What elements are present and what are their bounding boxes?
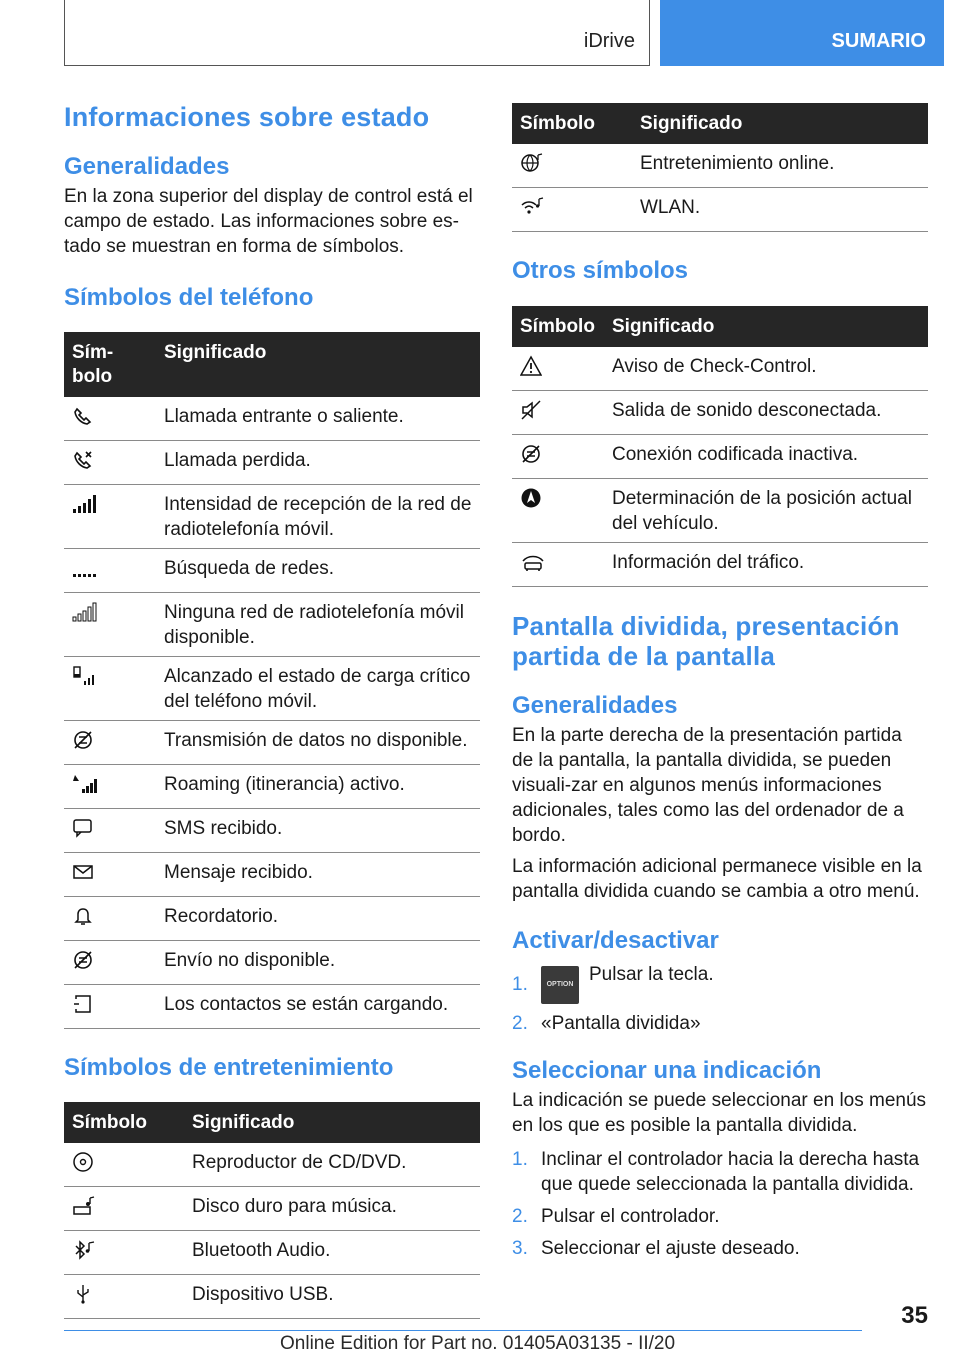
online-entertainment-icon: [520, 152, 542, 174]
step-number: 2.: [512, 1206, 528, 1227]
signal-strength-icon: [72, 493, 94, 515]
row-text: Roaming (itinerancia) activo.: [156, 765, 480, 809]
roaming-icon: [72, 773, 94, 795]
table-header: [512, 306, 928, 347]
col-symbol: Símbolo: [512, 306, 604, 347]
traffic-info-icon: [520, 551, 542, 573]
row-text: Reproductor de CD/DVD.: [184, 1143, 480, 1187]
row-text: Determinación de la posición actual del vehículo.: [604, 479, 928, 543]
step-number: 1.: [512, 1149, 528, 1170]
split-text-1: En la parte derecha de la presentación partida de la pantalla, la pantalla dividida, se pueden visuali‐zar en algunos menús informaciones adicionales, tales como las del ordenador de a bordo.: [512, 725, 904, 846]
sms-icon: [72, 817, 94, 839]
table-row: [64, 853, 480, 897]
entertainment-symbols-heading: Símbolos de entretenimiento: [64, 1054, 394, 1081]
table-row: [64, 1187, 480, 1231]
send-unavailable-icon: [72, 949, 94, 971]
general-heading: Generalidades: [64, 153, 230, 180]
col-meaning: Significado: [156, 332, 480, 397]
table-row: [64, 985, 480, 1029]
row-text: Llamada perdida.: [156, 441, 480, 485]
entertainment-symbols-table: [64, 1102, 480, 1319]
select-steps: [512, 1147, 928, 1261]
table-row: [512, 435, 928, 479]
select-heading: Seleccionar una indicación: [512, 1057, 822, 1084]
split-text-2: La información adicional permanece visible en la pantalla dividida cuando se cambia a otro menú.: [512, 856, 922, 902]
left-column: [64, 100, 480, 1319]
table-row: [64, 549, 480, 593]
table-header: [64, 332, 480, 397]
table-row: [512, 543, 928, 587]
battery-low-icon: [72, 665, 94, 687]
table-row: [512, 479, 928, 543]
table-header: [512, 103, 928, 144]
row-text: Alcanzado el estado de carga crítico del teléfono móvil.: [156, 657, 480, 721]
other-symbols-table: [512, 306, 928, 587]
footer-edition: Online Edition for Part no. 01405A03135 - II/20: [280, 1333, 676, 1354]
phone-symbols-table: [64, 332, 480, 1029]
list-item: [512, 1236, 928, 1261]
table-row: [64, 721, 480, 765]
row-text: Mensaje recibido.: [156, 853, 480, 897]
usb-icon: [72, 1283, 94, 1305]
navigation-arrow-icon: [520, 487, 542, 509]
row-text: Transmisión de datos no disponible.: [156, 721, 480, 765]
col-meaning: Significado: [632, 103, 928, 144]
section-label: iDrive: [583, 30, 635, 52]
table-row: [512, 188, 928, 232]
contacts-loading-icon: [72, 993, 94, 1015]
right-column: [512, 103, 928, 1268]
table-row: [64, 593, 480, 657]
warning-icon: [520, 355, 542, 377]
split-screen-heading: Pantalla dividida, presentación partida de la pantalla: [512, 611, 900, 671]
row-text: Envío no disponible.: [156, 941, 480, 985]
page-title: Informaciones sobre estado: [64, 102, 430, 132]
step-text: Inclinar el controlador hacia la derecha hasta que quede seleccionada la pantalla dividida.: [541, 1149, 920, 1195]
list-item: [512, 1147, 928, 1197]
row-text: Información del tráfico.: [604, 543, 928, 587]
split-general-heading: Generalidades: [512, 692, 678, 719]
row-text: Búsqueda de redes.: [156, 549, 480, 593]
row-text: WLAN.: [632, 188, 928, 232]
row-text: SMS recibido.: [156, 809, 480, 853]
select-text: La indicación se puede seleccionar en los menús en los que es posible la pantalla dividida.: [512, 1090, 927, 1136]
network-search-icon: [72, 557, 94, 579]
phone-icon: [72, 405, 94, 427]
table-row: [64, 1275, 480, 1319]
harddisk-icon: [72, 1195, 94, 1217]
row-text: Entretenimiento online.: [632, 144, 928, 188]
list-item: [512, 962, 928, 1004]
no-network-icon: [72, 601, 94, 623]
table-row: [64, 657, 480, 721]
entertainment-symbols-table-cont: [512, 103, 928, 232]
envelope-icon: [72, 861, 94, 883]
row-text: Bluetooth Audio.: [184, 1231, 480, 1275]
cd-icon: [72, 1151, 94, 1173]
bell-icon: [72, 905, 94, 927]
footer-divider: [64, 1330, 862, 1331]
step-text: Pulsar el controlador.: [541, 1206, 720, 1227]
table-row: [64, 485, 480, 549]
general-text: En la zona superior del display de control está el campo de estado. Las informaciones sobre es‐tado se muestran en forma de símbolos.: [64, 186, 473, 257]
missed-call-icon: [72, 449, 94, 471]
step-text: Seleccionar el ajuste deseado.: [541, 1238, 800, 1259]
row-text: Salida de sonido desconectada.: [604, 391, 928, 435]
col-symbol: Sím‐bolo: [64, 332, 156, 397]
table-row: [64, 441, 480, 485]
row-text: Disco duro para música.: [184, 1187, 480, 1231]
option-key-icon[interactable]: OPTION: [541, 966, 579, 1004]
table-row: [64, 941, 480, 985]
table-row: [64, 765, 480, 809]
other-symbols-heading: Otros símbolos: [512, 257, 689, 284]
col-symbol: Símbolo: [512, 103, 632, 144]
col-meaning: Significado: [184, 1102, 480, 1143]
sound-off-icon: [520, 399, 542, 421]
table-row: [512, 391, 928, 435]
table-row: [64, 1231, 480, 1275]
table-row: [512, 347, 928, 391]
col-meaning: Significado: [604, 306, 928, 347]
list-item: [512, 1011, 928, 1036]
step-number: 3.: [512, 1238, 528, 1259]
row-text: Los contactos se están cargando.: [156, 985, 480, 1029]
table-header: [64, 1102, 480, 1143]
page-number: 35: [901, 1302, 928, 1329]
table-row: [64, 897, 480, 941]
row-text: Intensidad de recepción de la red de radiotelefonía móvil.: [156, 485, 480, 549]
row-text: Llamada entrante o saliente.: [156, 397, 480, 441]
activate-heading: Activar/desactivar: [512, 927, 719, 954]
encryption-inactive-icon: [520, 443, 542, 465]
table-row: [64, 397, 480, 441]
row-text: Aviso de Check-Control.: [604, 347, 928, 391]
row-text: Dispositivo USB.: [184, 1275, 480, 1319]
phone-symbols-heading: Símbolos del teléfono: [64, 284, 314, 311]
activate-steps: [512, 962, 928, 1036]
list-item: [512, 1204, 928, 1229]
header-frame: [64, 0, 650, 66]
table-row: [64, 1143, 480, 1187]
row-text: Conexión codificada inactiva.: [604, 435, 928, 479]
row-text: Ninguna red de radiotelefonía móvil disponible.: [156, 593, 480, 657]
table-row: [64, 809, 480, 853]
step-text: Pulsar la tecla.: [589, 964, 714, 985]
row-text: Recordatorio.: [156, 897, 480, 941]
data-unavailable-icon: [72, 729, 94, 751]
step-number: 2.: [512, 1013, 528, 1034]
bluetooth-audio-icon: [72, 1239, 94, 1261]
summary-tab[interactable]: SUMARIO: [660, 0, 944, 66]
col-symbol: Símbolo: [64, 1102, 184, 1143]
wlan-icon: [520, 196, 542, 218]
step-number: 1.: [512, 974, 528, 995]
table-row: [512, 144, 928, 188]
step-text: «Pantalla dividida»: [541, 1013, 701, 1034]
